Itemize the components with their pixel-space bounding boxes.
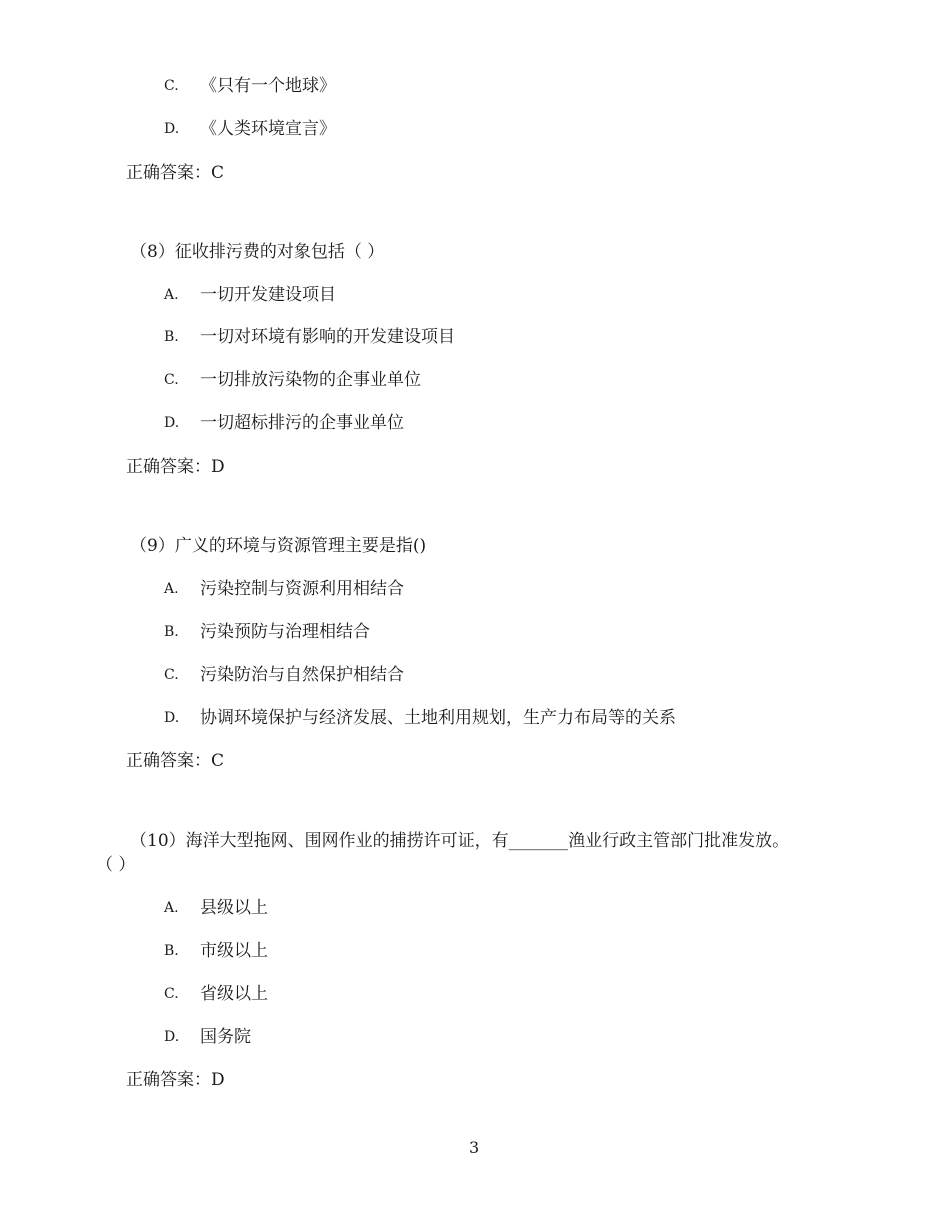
option-c bbox=[0, 660, 950, 690]
option-text: 《人类环境宣言》 bbox=[200, 119, 336, 139]
option-c bbox=[0, 979, 950, 1009]
option-b bbox=[0, 322, 950, 352]
option-a bbox=[0, 574, 950, 604]
option-text: 污染控制与资源利用相结合 bbox=[200, 579, 404, 599]
correct-answer: 正确答案：C bbox=[126, 751, 225, 771]
option-text: 一切开发建设项目 bbox=[200, 285, 336, 305]
option-letter: D. bbox=[164, 415, 180, 431]
option-letter: D. bbox=[164, 1029, 180, 1045]
question-text: （10）海洋大型拖网、围网作业的捕捞许可证，有_______渔业行政主管部门批准发放。 bbox=[130, 831, 790, 851]
option-d bbox=[0, 1022, 950, 1052]
page-number: 3 bbox=[469, 1138, 480, 1157]
option-text: 污染预防与治理相结合 bbox=[200, 622, 370, 642]
question-text: （8）征收排污费的对象包括（ ） bbox=[130, 242, 385, 262]
option-d bbox=[0, 114, 950, 144]
option-letter: A. bbox=[164, 900, 179, 916]
option-d bbox=[0, 703, 950, 733]
option-text: 市级以上 bbox=[200, 941, 268, 961]
option-text: 协调环境保护与经济发展、土地利用规划，生产力布局等的关系 bbox=[200, 708, 676, 728]
option-letter: C. bbox=[164, 78, 179, 94]
question-text: （9）广义的环境与资源管理主要是指() bbox=[130, 536, 427, 556]
option-a bbox=[0, 893, 950, 923]
correct-answer: 正确答案：D bbox=[126, 457, 225, 477]
option-letter: A. bbox=[164, 581, 179, 597]
option-d bbox=[0, 408, 950, 438]
option-letter: B. bbox=[164, 624, 179, 640]
correct-answer: 正确答案：D bbox=[126, 1070, 225, 1090]
option-letter: D. bbox=[164, 121, 180, 137]
correct-answer: 正确答案：C bbox=[126, 163, 225, 183]
option-c bbox=[0, 71, 950, 101]
option-letter: D. bbox=[164, 710, 180, 726]
option-text: 污染防治与自然保护相结合 bbox=[200, 665, 404, 685]
option-text: 国务院 bbox=[200, 1027, 251, 1047]
option-text: 一切排放污染物的企事业单位 bbox=[200, 370, 421, 390]
option-b bbox=[0, 617, 950, 647]
option-text: 《只有一个地球》 bbox=[200, 76, 336, 96]
option-text: 一切超标排污的企事业单位 bbox=[200, 413, 404, 433]
option-letter: C. bbox=[164, 986, 179, 1002]
option-text: 一切对环境有影响的开发建设项目 bbox=[200, 327, 455, 347]
question-blank-parens: （ ） bbox=[96, 855, 136, 875]
option-text: 省级以上 bbox=[200, 984, 268, 1004]
option-b bbox=[0, 936, 950, 966]
option-a bbox=[0, 280, 950, 310]
option-letter: B. bbox=[164, 943, 179, 959]
option-letter: B. bbox=[164, 329, 179, 345]
option-letter: C. bbox=[164, 667, 179, 683]
option-text: 县级以上 bbox=[200, 898, 268, 918]
option-letter: C. bbox=[164, 372, 179, 388]
option-letter: A. bbox=[164, 287, 179, 303]
option-c bbox=[0, 365, 950, 395]
